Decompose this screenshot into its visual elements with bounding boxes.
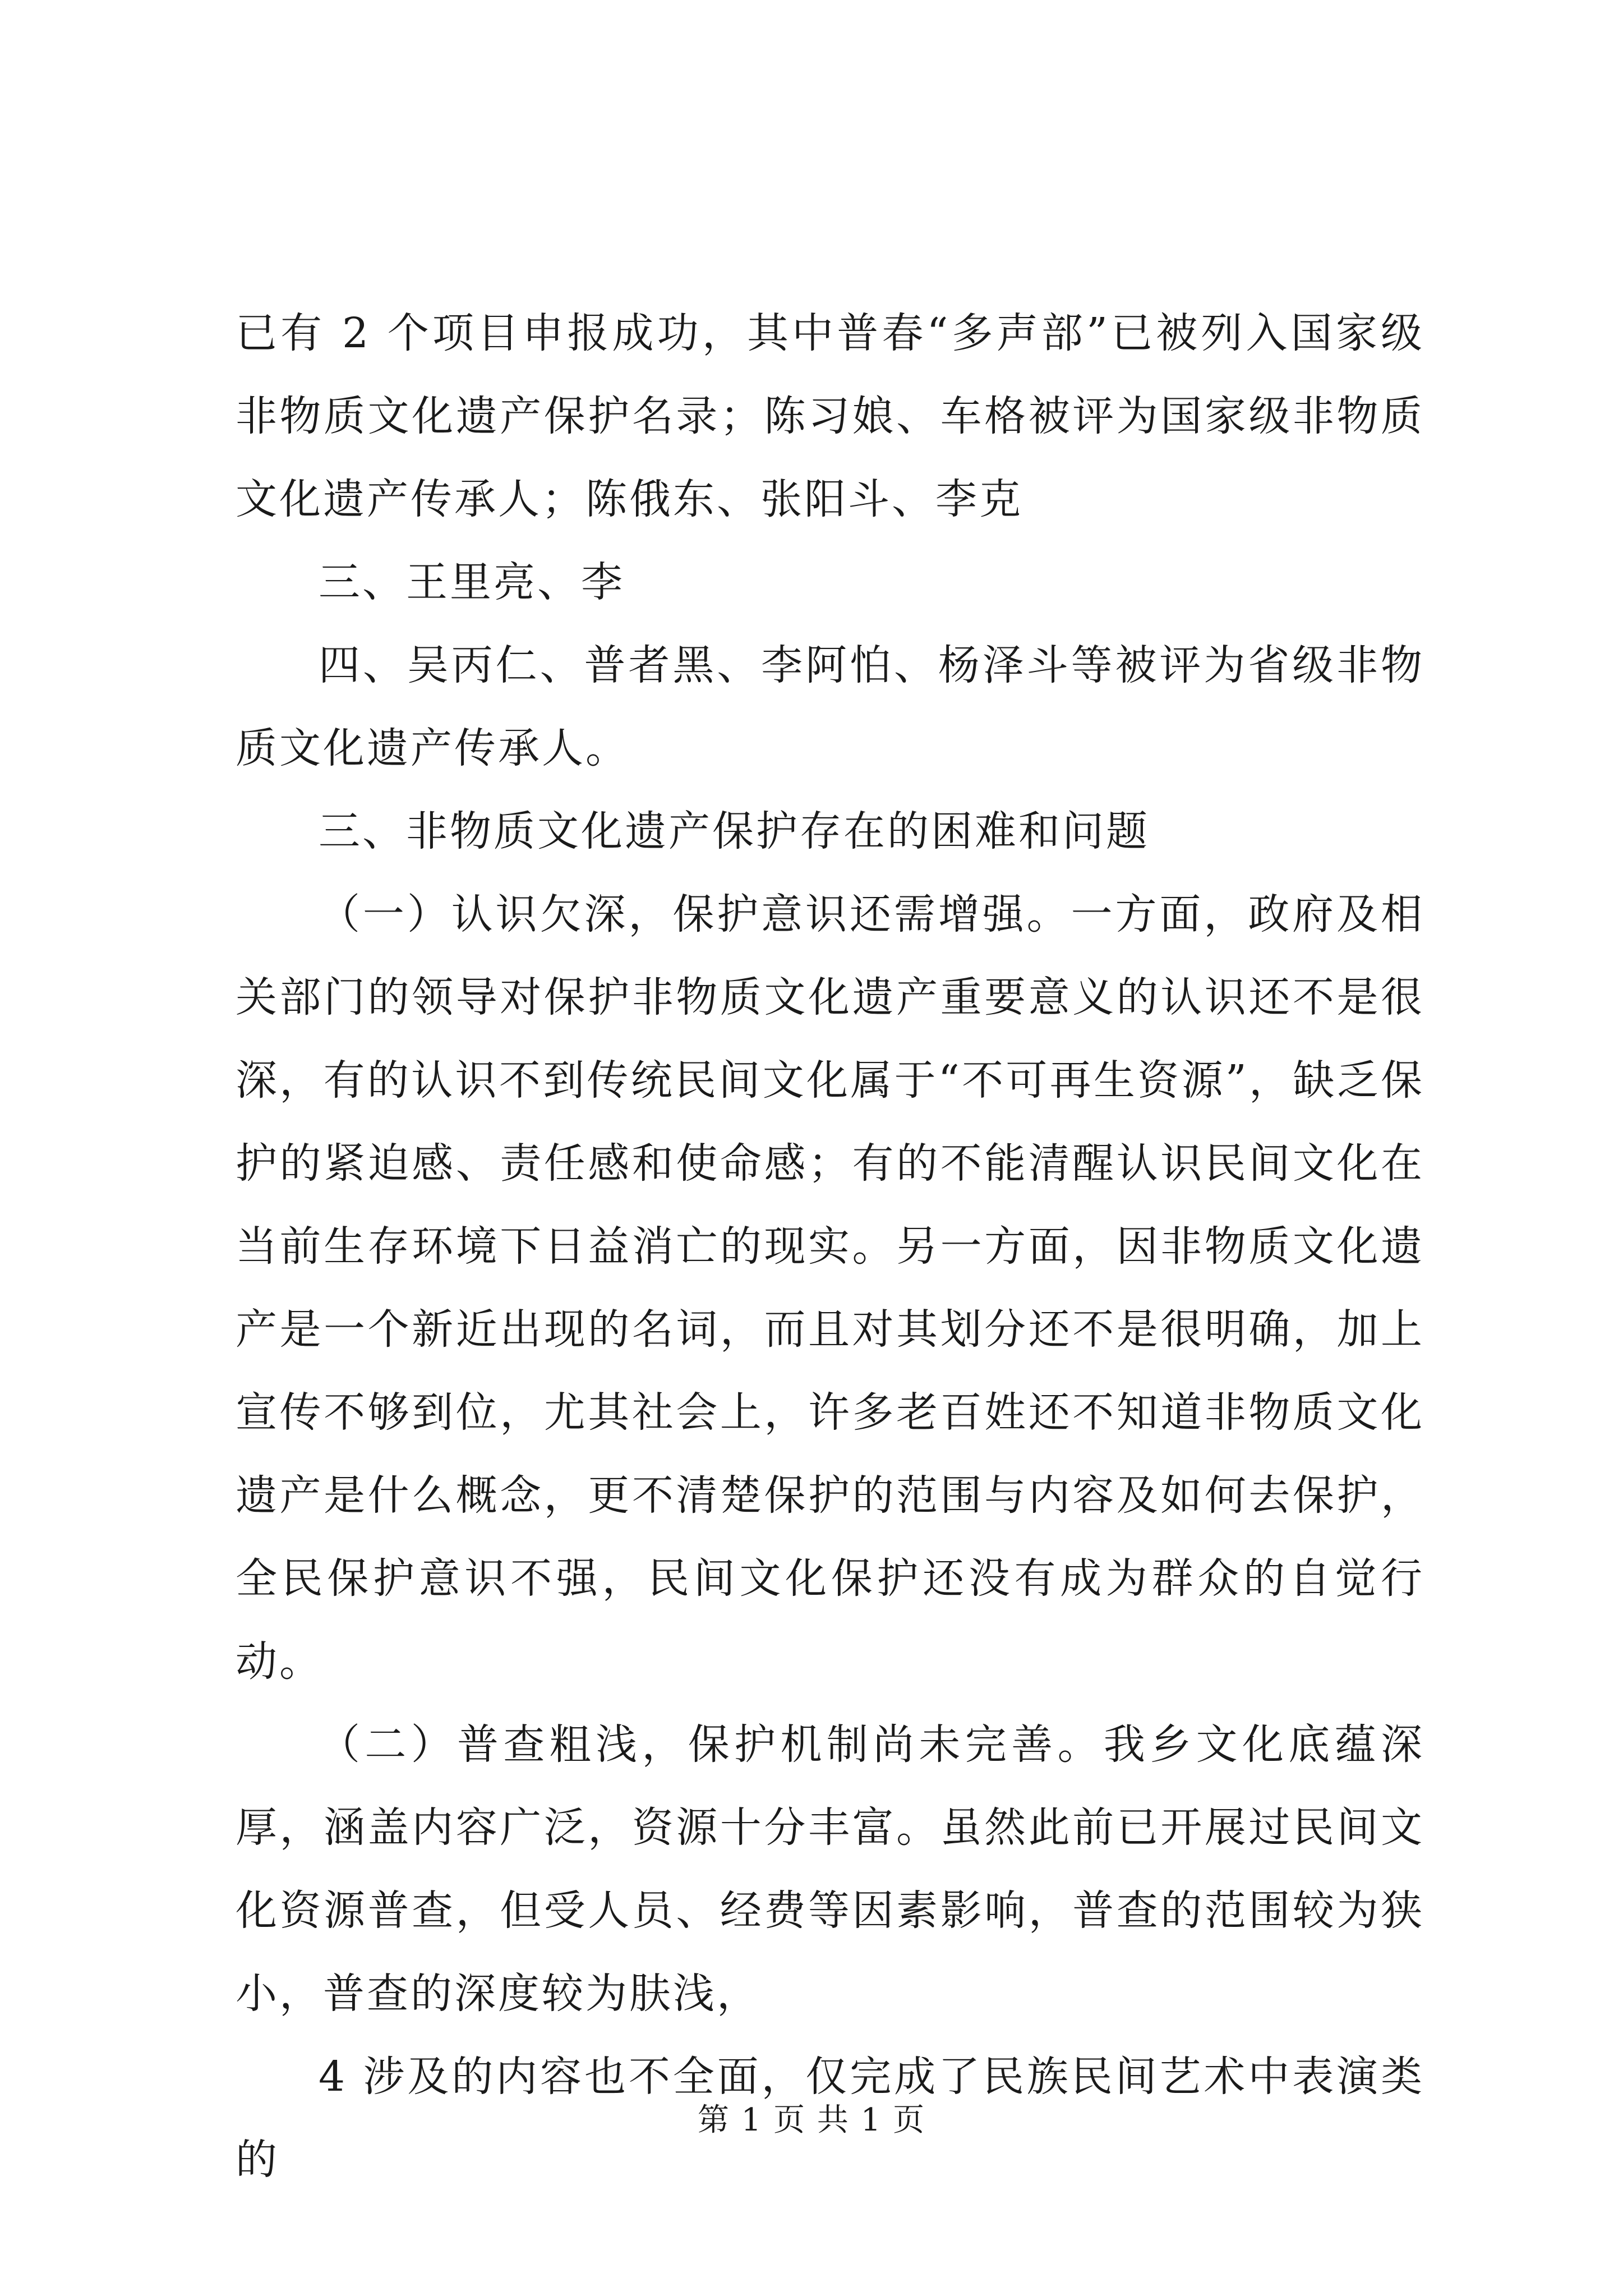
paragraph-2: 三、王里亮、李: [319, 558, 625, 606]
paragraph-1: 已有 2 个项目申报成功，其中普春“多声部”已被列入国家级非物质文化遗产保护名录；陈习娘、车格被评为国家级非物质文化遗产传承人；陈俄东、张阳斗、李克: [236, 309, 1424, 523]
paragraph-7: 4 涉及的内容也不全面，仅完成了民族民间艺术中表演类的: [236, 2053, 1424, 2184]
page-footer: 第 1 页 共 1 页: [697, 2102, 926, 2138]
document-body: [236, 292, 1424, 2201]
paragraph-5: （一）认识欠深，保护意识还需增强。一方面，政府及相关部门的领导对保护非物质文化遗产重要意义的认识还不是很深，有的认识不到传统民间文化属于“不可再生资源”，缺乏保护的紧迫感、责任感和使命感；有的不能清醒认识民间文化在当前生存环境下日益消亡的现实。另一方面，因非物质文化遗产是一个新近出现的名词，而且对其划分还不是很明确，加上宣传不够到位，尤其社会上，许多老百姓还不知道非物质文化遗产是什么概念，更不清楚保护的范围与内容及如何去保护，全民保护意识不强，民间文化保护还没有成为群众的自觉行动。: [236, 890, 1424, 1686]
paragraph-6: （二）普查粗浅，保护机制尚未完善。我乡文化底蕴深厚，涵盖内容广泛，资源十分丰富。虽然此前已开展过民间文化资源普查，但受人员、经费等因素影响，普查的范围较为狭小，普查的深度较为肤浅，: [236, 1720, 1424, 2018]
paragraph-3: 四、吴丙仁、普者黑、李阿怕、杨泽斗等被评为省级非物质文化遗产传承人。: [236, 641, 1424, 772]
section-heading: 三、非物质文化遗产保护存在的困难和问题: [319, 807, 1150, 855]
